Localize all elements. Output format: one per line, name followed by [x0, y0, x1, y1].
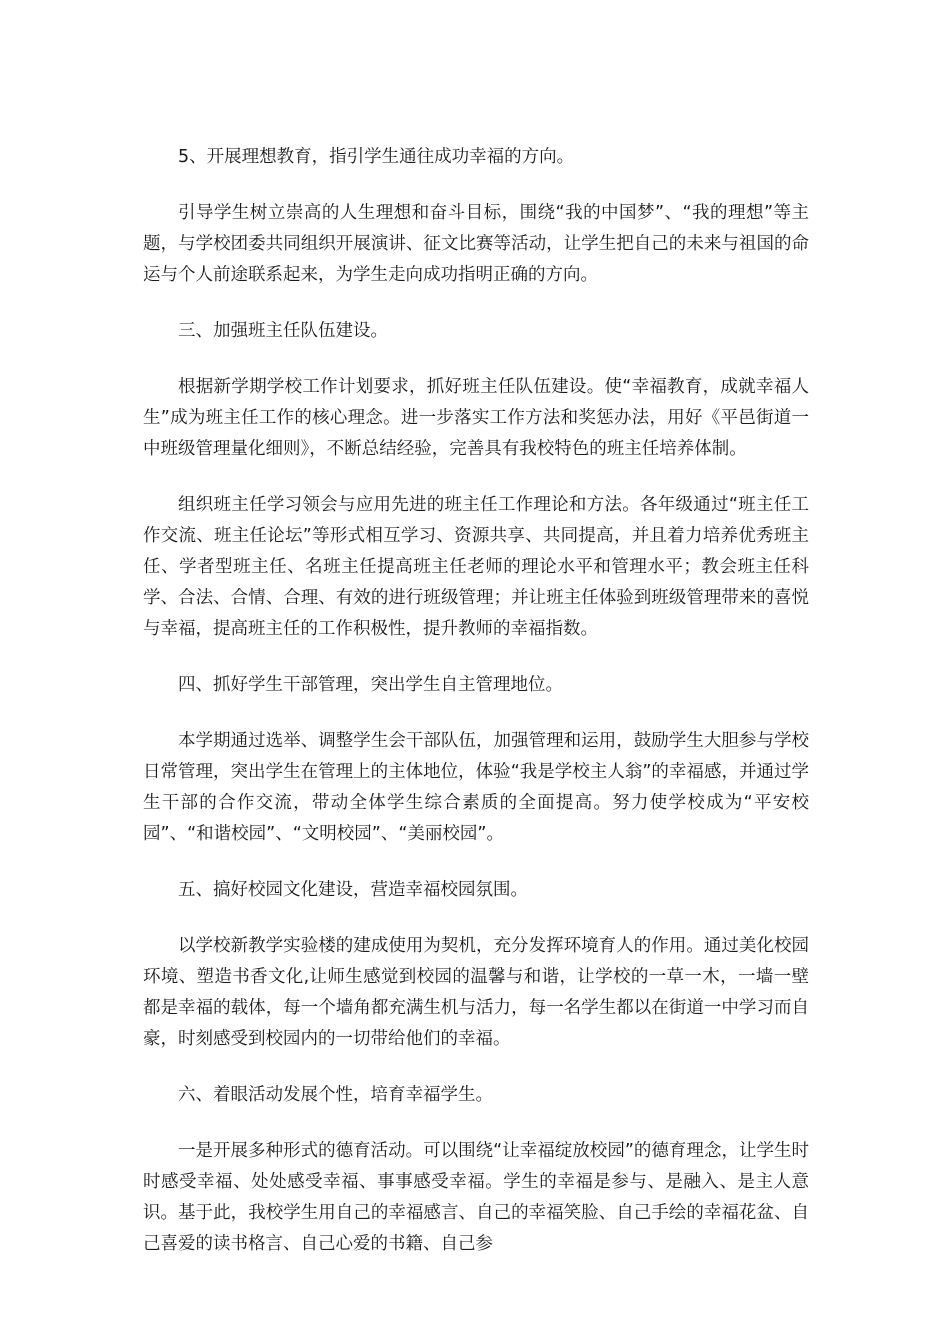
section-heading: 六、着眼活动发展个性，培育幸福学生。 [178, 1085, 493, 1105]
section-heading: 四、抓好学生干部管理，突出学生自主管理地位。 [178, 675, 563, 695]
paragraph: 本学期通过选举、调整学生会干部队伍，加强管理和运用，鼓励学生大胆参与学校日常管理，突出学生在管理上的主体地位，体验“我是学校主人翁”的幸福感，并通过学生干部的合作交流，带动全体学生综合素质的全面提高。努力使学校成为“平安校园”、“和谐校园”、“文明校园”、“美丽校园”。 [143, 731, 809, 844]
paragraph: 组织班主任学习领会与应用先进的班主任工作理论和方法。各年级通过“班主任工作交流、班主任论坛”等形式相互学习、资源共享、共同提高，并且着力培养优秀班主任、学者型班主任、名班主任提高班主任老师的理论水平和管理水平；教会班主任科学、合法、合情、合理、有效的进行班级管理；并让班主任体验到班级管理带来的喜悦与幸福，提高班主任的工作积极性，提升教师的幸福指数。 [143, 495, 809, 639]
paragraph: 根据新学期学校工作计划要求，抓好班主任队伍建设。使“幸福教育，成就幸福人生”成为班主任工作的核心理念。进一步落实工作方法和奖惩办法，用好《平邑街道一中班级管理量化细则》，不断总结经验，完善具有我校特色的班主任培养体制。 [143, 377, 809, 459]
document-body [143, 142, 809, 1260]
paragraph: 引导学生树立崇高的人生理想和奋斗目标，围绕“我的中国梦”、“我的理想”等主题，与学校团委共同组织开展演讲、征文比赛等活动，让学生把自己的未来与祖国的命运与个人前途联系起来，为学生走向成功指明正确的方向。 [143, 203, 809, 285]
paragraph: 一是开展多种形式的德育活动。可以围绕“让幸福绽放校园”的德育理念，让学生时时感受幸福、处处感受幸福、事事感受幸福。学生的幸福是参与、是融入、是主人意识。基于此，我校学生用自己的幸福感言、自己的幸福笑脸、自己手绘的幸福花盆、自己喜爱的读书格言、自己心爱的书籍、自己参 [143, 1141, 809, 1254]
section-heading: 三、加强班主任队伍建设。 [178, 321, 388, 341]
section-heading: 5、开展理想教育，指引学生通往成功幸福的方向。 [178, 147, 575, 167]
section-heading: 五、搞好校园文化建设，营造幸福校园氛围。 [178, 880, 528, 900]
paragraph: 以学校新教学实验楼的建成使用为契机，充分发挥环境育人的作用。通过美化校园环境、塑造书香文化,让师生感觉到校园的温馨与和谐，让学校的一草一木，一墙一壁都是幸福的载体，每一个墙角都充满生机与活力，每一名学生都以在街道一中学习而自豪，时刻感受到校园内的一切带给他们的幸福。 [143, 936, 809, 1049]
